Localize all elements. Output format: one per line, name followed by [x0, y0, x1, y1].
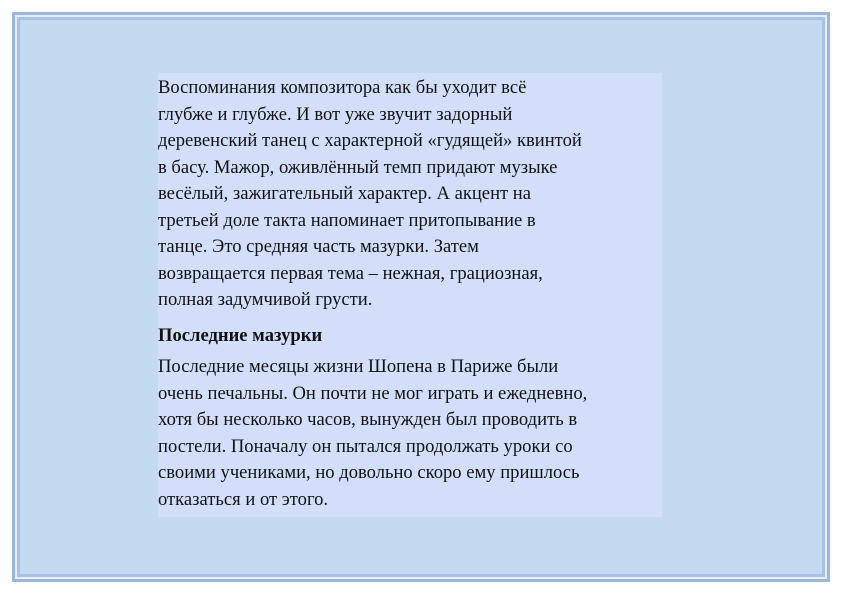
section-heading: Последние мазурки [158, 324, 323, 346]
paragraph-last-months: Последние месяцы жизни Шопена в Париже были очень печальны. Он почти не мог играть и ежедневно, хотя бы несколько часов, вынужден был проводить в постели. Поначалу он пытался продолжать уроки со своими учениками, но довольно скоро ему пришлось отказаться и от этого. [158, 356, 588, 510]
text-box [158, 73, 662, 517]
paragraph-memories: Воспоминания композитора как бы уходит всё глубже и глубже. И вот уже звучит задорный деревенский танец с характерной «гудящей» квинтой в басу. Мажор, оживлённый темп придают музыке весёлый, зажигательный характер. А акцент на третьей доле такта напоминает притопывание в танце. Это средняя часть мазурки. Затем возвращается первая тема – нежная, грациозная, полная задумчивой грусти. [158, 77, 582, 310]
